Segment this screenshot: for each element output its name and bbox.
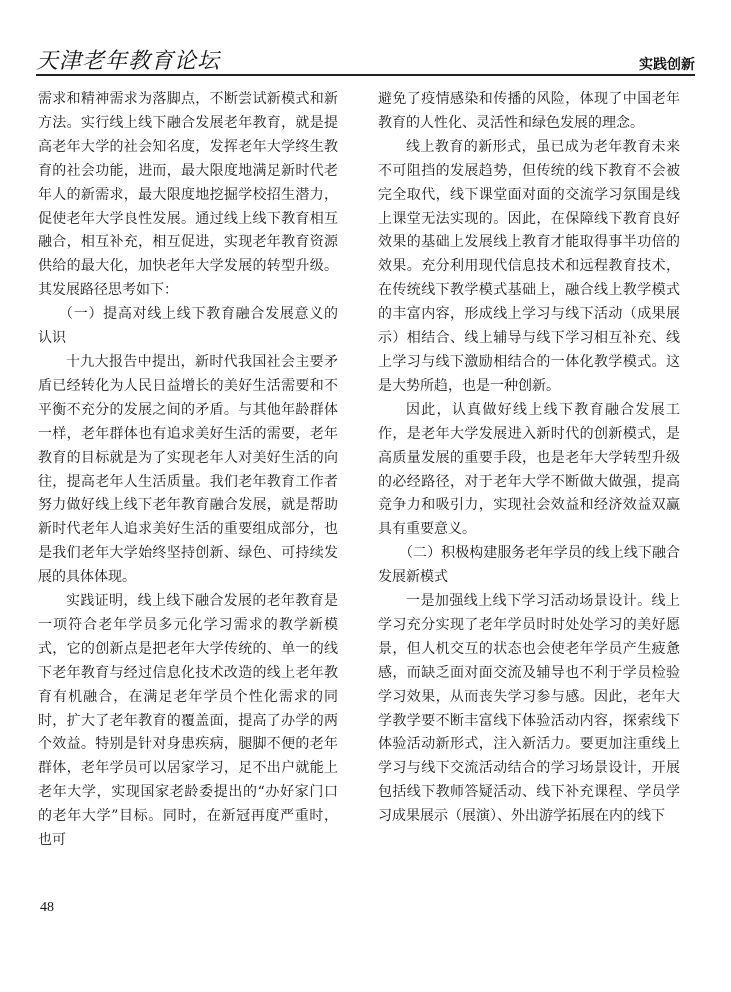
paragraph-continuation: 需求和精神需求为落脚点，不断尝试新模式和新方法。实行线上线下融合发展老年教育，就是提高老年大学的社会知名度，发挥老年大学终生教育的社会功能，进而，最大限度地满足新时代老年人的新需求，最大限度地挖掘学校招生潜力，促使老年大学良性发展。通过线上线下教育相互融合，相互补充，相互促进，实现老年教育资源供给的最大化，加快老年大学发展的转型升级。其发展路径思考如下： (38, 91, 338, 299)
section-heading: （二）积极构建服务老年学员的线上线下融合发展新模式 (378, 545, 680, 586)
paragraph: 一是加强线上线下学习活动场景设计。线上学习充分实现了老年学员时时处处学习的美好愿景，但人机交互的状态也会使老年学员产生疲惫感，而缺乏面对面交流及辅导也不利于学员检验学习效果，从而丧失学习参与感。因此，老年大学教学要不断丰富线下体验活动内容，探索线下体验活动新形式，注入新活力。要更加注重线上学习与线下交流活动结合的学习场景设计，开展包括线下教师答疑活动、线下补充课程、学员学习成果展示（展演）、外出游学拓展在内的线下 (378, 593, 680, 825)
paragraph-continuation: 避免了疫情感染和传播的风险，体现了中国老年教育的人性化、灵活性和绿色发展的理念。 (378, 91, 680, 131)
paragraph: 实践证明，线上线下融合发展的老年教育是一项符合老年学员多元化学习需求的教学新模式，它的创新点是把老年大学传统的、单一的线下老年教育与经过信息化技术改造的线上老年教育有机融合，在满足老年学员个性化需求的同时，扩大了老年教育的覆盖面，提高了办学的两个效益。特别是针对身患疾病，腿脚不便的老年群体，老年学员可以居家学习，足不出户就能上老年大学，实现国家老龄委提出的“办好家门口的老年大学”目标。同时，在新冠再度严重时，也可 (38, 593, 338, 849)
right-column (378, 88, 680, 829)
header-rule (36, 74, 695, 76)
page-number: 48 (40, 900, 54, 915)
paragraph: 十九大报告中提出，新时代我国社会主要矛盾已经转化为人民日益增长的美好生活需要和不平衡不充分的发展之间的矛盾。与其他年龄群体一样，老年群体也有追求美好生活的需要，老年教育的目标就是为了实现老年人对美好生活的向往，提高老年人生活质量。我们老年教育工作者努力做好线上线下老年教育融合发展，就是帮助新时代老年人追求美好生活的重要组成部分，也是我们老年大学始终坚持创新、绿色、可持续发展的具体体现。 (38, 353, 338, 586)
section-heading: （一）提高对线上线下教育融合发展意义的认识 (38, 306, 338, 347)
journal-masthead: 天津老年教育论坛 (36, 49, 221, 74)
left-column (38, 88, 338, 853)
paragraph: 因此，认真做好线上线下教育融合发展工作，是老年大学发展进入新时代的创新模式，是高质量发展的重要手段，也是老年大学转型升级的必经路径，对于老年大学不断做大做强，提高竞争力和吸引力，实现社会效益和经济效益双赢具有重要意义。 (378, 401, 680, 538)
paragraph: 线上教育的新形式，虽已成为老年教育未来不可阻挡的发展趋势，但传统的线下教育不会被完全取代，线下课堂面对面的交流学习氛围是线上课堂无法实现的。因此，在保障线下教育良好效果的基础上发展线上教育才能取得事半功倍的效果。充分利用现代信息技术和远程教育技术，在传统线下教学模式基础上，融合线上教学模式的丰富内容，形成线上学习与线下活动（成果展示）相结合、线上辅导与线下学习相互补充、线上学习与线下激励相结合的一体化教学模式。这是大势所趋，也是一种创新。 (378, 138, 680, 394)
section-title: 实践创新 (639, 57, 695, 73)
page-header (36, 40, 695, 74)
